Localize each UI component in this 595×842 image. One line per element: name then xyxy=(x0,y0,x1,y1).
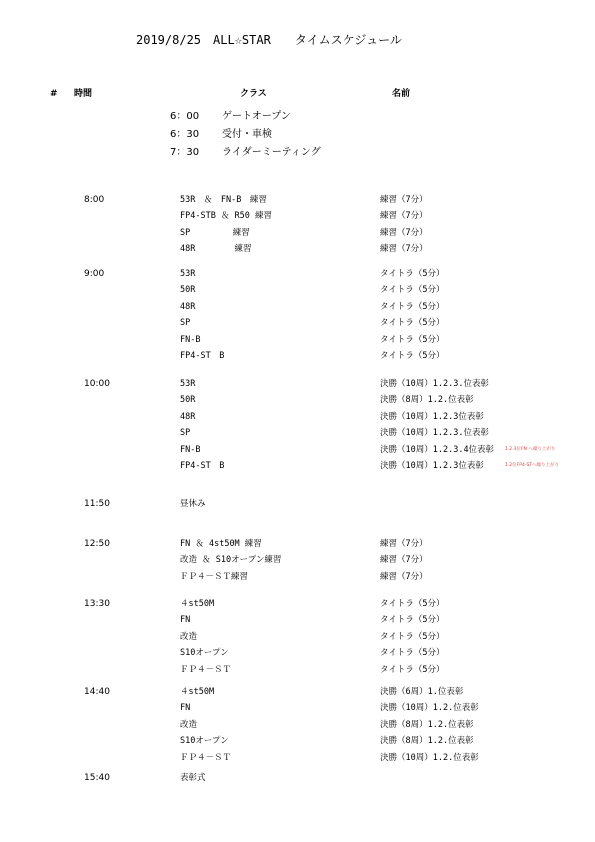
class-cell: FN xyxy=(180,615,191,626)
block-time: 11:50 xyxy=(84,499,110,509)
block-time: 10:00 xyxy=(84,379,110,389)
class-cell: 昼休み xyxy=(180,499,206,509)
block-time: 9:00 xyxy=(84,269,105,279)
block-time: 8:00 xyxy=(84,195,105,205)
ranking-note: 1.2位FP4-STへ繰り上がり xyxy=(505,463,560,468)
name-cell: 決勝（10周）1.2.3位表彰 xyxy=(380,461,484,471)
name-cell: タイトラ（5分） xyxy=(380,599,445,609)
name-cell: 決勝（10周）1.2.3.位表彰 xyxy=(380,379,489,389)
class-cell: 53R xyxy=(180,379,196,389)
name-cell: 決勝（10周）1.2.位表彰 xyxy=(380,703,479,714)
class-cell: 50R xyxy=(180,395,196,406)
block-time: 12:50 xyxy=(84,539,110,549)
class-cell: ＦＰ４－ＳＴ xyxy=(180,664,232,675)
name-cell: タイトラ（5分） xyxy=(380,615,445,626)
name-cell: 練習（7分） xyxy=(380,227,428,238)
class-cell: SP xyxy=(180,318,191,329)
name-cell: 決勝（10周）1.2.3位表彰 xyxy=(380,411,484,422)
class-cell: 表彰式 xyxy=(180,773,206,783)
class-cell: FN xyxy=(180,703,191,714)
class-cell: FN-B xyxy=(180,444,201,455)
name-cell: 練習（7分） xyxy=(380,244,428,255)
name-cell: タイトラ（5分） xyxy=(380,664,445,675)
name-cell: 決勝（10周）1.2.3.位表彰 xyxy=(380,428,489,439)
class-cell: 改造 xyxy=(180,631,198,642)
block-time: 15:40 xyxy=(84,773,110,783)
class-cell: 改造 xyxy=(180,719,198,730)
class-cell: ＦＰ４－ＳＴ xyxy=(180,752,232,763)
name-cell: タイトラ（5分） xyxy=(380,648,445,659)
name-cell: タイトラ（5分） xyxy=(380,351,445,361)
class-cell: ４st50M xyxy=(180,687,215,697)
name-cell: タイトラ（5分） xyxy=(380,318,445,329)
class-cell: 48R xyxy=(180,301,196,312)
name-cell: 決勝（6周）1.位表彰 xyxy=(380,687,464,697)
opening-time: 7：30 xyxy=(170,147,200,158)
name-cell: 練習（7分） xyxy=(380,211,428,222)
class-cell: 53R ＆ FN-B 練習 xyxy=(180,195,267,205)
name-cell: 練習（7分） xyxy=(380,555,428,566)
opening-time: 6：30 xyxy=(170,129,200,140)
class-cell: ＦＰ４－ＳＴ練習 xyxy=(180,571,249,582)
header-number: # xyxy=(50,89,58,99)
class-cell: S10オープン xyxy=(180,648,229,659)
class-cell: ４st50M xyxy=(180,599,215,609)
name-cell: タイトラ（5分） xyxy=(380,285,445,296)
name-cell: タイトラ（5分） xyxy=(380,269,445,279)
opening-event: 受付・車検 xyxy=(222,129,272,140)
class-cell: 48R xyxy=(180,411,196,422)
header-name: 名前 xyxy=(392,89,411,99)
ranking-note: 1.2.3位FN へ繰り上がり xyxy=(505,446,556,452)
name-cell: 決勝（10周）1.2.3.4位表彰 xyxy=(380,444,495,455)
header-class: クラス xyxy=(240,89,267,99)
name-cell: 決勝（8周）1.2.位表彰 xyxy=(380,395,474,406)
class-cell: SP xyxy=(180,428,191,439)
opening-event: ゲートオープン xyxy=(222,111,291,122)
name-cell: 決勝（8周）1.2.位表彰 xyxy=(380,736,474,747)
class-cell: 50R xyxy=(180,285,196,296)
class-cell: FP4-ST B xyxy=(180,461,225,471)
name-cell: タイトラ（5分） xyxy=(380,631,445,642)
name-cell: 決勝（8周）1.2.位表彰 xyxy=(380,719,474,730)
name-cell: 決勝（10周）1.2.位表彰 xyxy=(380,752,479,763)
name-cell: タイトラ（5分） xyxy=(380,301,445,312)
class-cell: FP4-STB ＆ R50 練習 xyxy=(180,211,273,222)
class-cell: 改造 ＆ S10オープン練習 xyxy=(180,555,282,566)
name-cell: 練習（7分） xyxy=(380,571,428,582)
class-cell: FN-B xyxy=(180,334,201,345)
class-cell: FN ＆ 4st50M 練習 xyxy=(180,539,262,549)
class-cell: FP4-ST B xyxy=(180,351,225,361)
opening-event: ライダーミーティング xyxy=(222,147,321,158)
opening-time: 6：00 xyxy=(170,111,200,122)
class-cell: SP 練習 xyxy=(180,227,250,238)
class-cell: S10オープン xyxy=(180,736,229,747)
block-time: 13:30 xyxy=(84,599,110,609)
class-cell: 48R 練習 xyxy=(180,244,252,255)
header-time: 時間 xyxy=(74,89,93,99)
name-cell: 練習（7分） xyxy=(380,539,428,549)
page-title: 2019/8/25 ALL☆STAR タイムスケジュール xyxy=(136,33,402,47)
name-cell: 練習（7分） xyxy=(380,195,428,205)
block-time: 14:40 xyxy=(84,687,110,697)
name-cell: タイトラ（5分） xyxy=(380,334,445,345)
class-cell: 53R xyxy=(180,269,196,279)
